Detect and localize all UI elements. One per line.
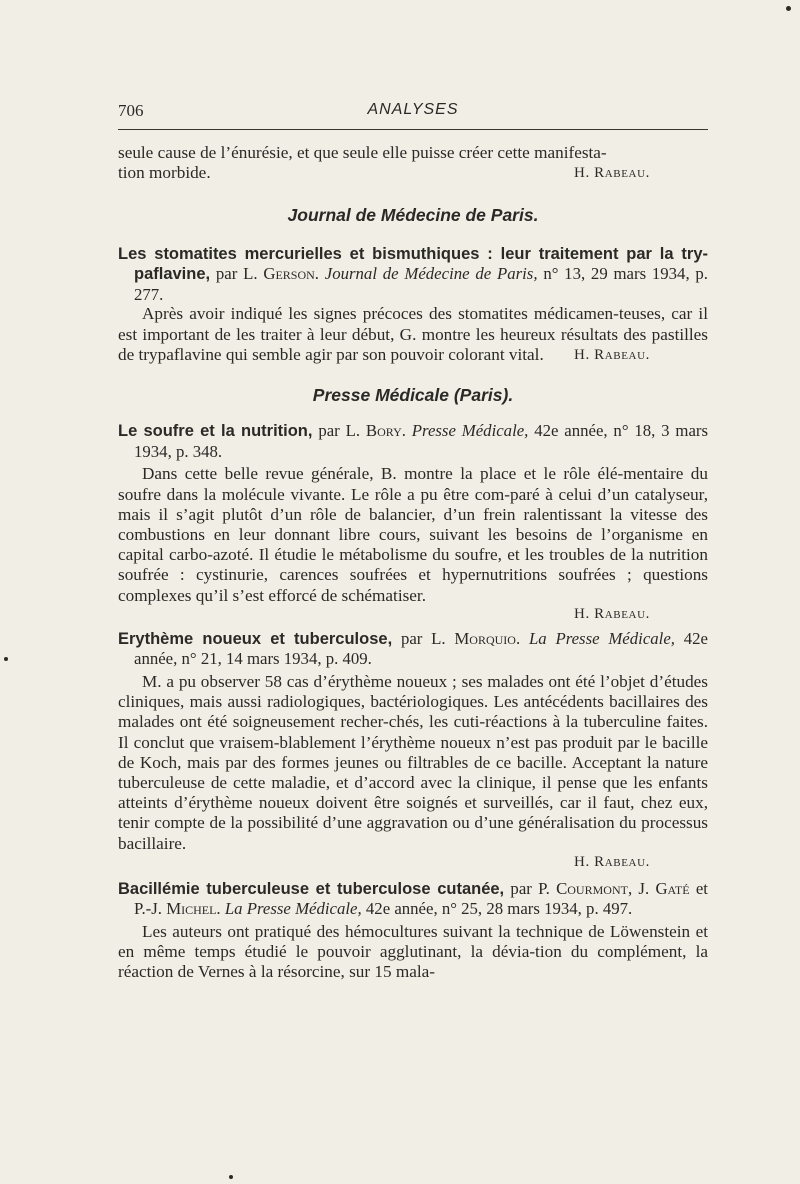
article-author: Gaté bbox=[655, 878, 690, 898]
article-author: Gerson. bbox=[263, 264, 319, 284]
header-rule bbox=[118, 129, 708, 130]
intro-paragraph bbox=[118, 143, 708, 183]
article-reference: 42e année, n° 21, 14 mars 1934, p. 409. bbox=[134, 628, 708, 669]
signature: H. Rabeau. bbox=[574, 346, 650, 363]
article-body bbox=[118, 464, 708, 605]
page-number: 706 bbox=[118, 101, 144, 120]
article-heading bbox=[118, 879, 708, 919]
article-title: Le soufre et la nutrition, bbox=[118, 422, 313, 441]
journal-heading: Presse Médicale (Paris). bbox=[312, 385, 514, 405]
article-title: Erythème noueux et tuberculose, bbox=[118, 629, 393, 648]
article-author-sep: et P.-J. bbox=[134, 878, 708, 919]
article-author: Morquio. bbox=[454, 628, 521, 648]
journal-heading: Journal de Médecine de Paris. bbox=[287, 205, 539, 226]
article-by: par P. bbox=[510, 878, 550, 898]
article-source: La Presse Médicale, bbox=[528, 628, 675, 648]
article-reference: 42e année, n° 25, 28 mars 1934, p. 497. bbox=[365, 899, 633, 919]
article-text: Les auteurs ont pratiqué des hémocultures suivant la technique de Löwenstein et en même temps étudié le pouvoir agglutinant, la dévia-tion du complément, la réaction de Vernes à la résorcine, sur 15 mala- bbox=[118, 922, 708, 982]
article-heading bbox=[118, 421, 708, 461]
article-source: La Presse Médicale, bbox=[224, 899, 362, 919]
running-title: ANALYSES bbox=[367, 101, 459, 118]
article-text: M. a pu observer 58 cas d’érythème noueux ; ses malades ont été l’objet d’études cliniques, mais aussi radiologiques, bactériologiques. Les antécédents bacillaires des malades ont été soigneusement recher-chés, les cuti-réactions à la tuberculine faites. Il conclut que vraisem-blablement l’érythème noueux n’est pas produit par le bacille de Koch, mais par des formes jeunes ou filtrables de ce bacille. Acceptant la nature tuberculeuse de cette maladie, et d’accord avec la clinique, il pense que les enfants atteints d’érythème noueux doivent être soignés et surveillés, car il faut, chez eux, tenir compte de la possibilité d’une aggravation ou d’une généralisation du processus bacillaire. bbox=[118, 672, 708, 853]
intro-line-2: tion morbide. bbox=[118, 163, 211, 183]
article-heading bbox=[118, 244, 708, 305]
article-author-sep: J. bbox=[638, 878, 650, 898]
article-author: Courmont, bbox=[556, 878, 633, 898]
signature: H. Rabeau. bbox=[574, 165, 650, 182]
article-source: Journal de Médecine de Paris, bbox=[324, 264, 538, 284]
ink-speck bbox=[229, 1175, 233, 1179]
article-reference: 42e année, n° 18, 3 mars 1934, p. 348. bbox=[134, 421, 709, 461]
article-title: Bacillémie tuberculeuse et tuberculose cutanée, bbox=[118, 879, 505, 898]
article-reference: n° 13, 29 mars 1934, p. 277. bbox=[134, 264, 708, 304]
signature: H. Rabeau. bbox=[574, 853, 650, 870]
article-author: Michel. bbox=[166, 899, 221, 919]
ink-speck bbox=[786, 6, 791, 11]
article-by: par L. bbox=[215, 264, 258, 284]
article-source: Presse Médicale, bbox=[411, 421, 529, 441]
ink-speck bbox=[4, 657, 8, 661]
article-author: Bory. bbox=[365, 421, 406, 441]
article-text: Dans cette belle revue générale, B. montre la place et le rôle élé-mentaire du soufre dans la molécule vivante. Le rôle a pu être com-paré à celui d’un catalyseur, mais il s’agit plutôt d’un rôle de balancier, d’un frein ralentissant la vitesse des combustions en leur donnant libre cours, suivant les besoins de l’organisme en capital carbo-azoté. Il étudie le métabolisme du soufre, et les troubles de la nutrition soufrée : cystinurie, carences soufrées et hypernutritions soufrées ; questions complexes qu’il s’est efforcé de schématiser. bbox=[118, 464, 708, 605]
article-heading bbox=[118, 629, 708, 669]
article-by: par L. bbox=[400, 628, 446, 648]
article-text: Après avoir indiqué les signes précoces des stomatites médicamen-teuses, car il est important de les traiter à leur début, G. montre les heureux résultats des pastilles de trypaflavine qui semble agir par son pouvoir colorant vital. bbox=[118, 304, 708, 364]
article-body bbox=[118, 672, 708, 854]
intro-line-1: seule cause de l’énurésie, et que seule elle puisse créer cette manifesta- bbox=[118, 143, 607, 162]
article-body bbox=[118, 304, 708, 365]
article-body bbox=[118, 922, 708, 983]
article-title: Les stomatites mercurielles et bismuthiques : leur traitement par la try-paflavine, bbox=[118, 244, 708, 284]
page-header bbox=[118, 101, 708, 125]
signature: H. Rabeau. bbox=[574, 605, 650, 622]
article-by: par L. bbox=[318, 421, 361, 441]
page-content bbox=[118, 143, 708, 983]
